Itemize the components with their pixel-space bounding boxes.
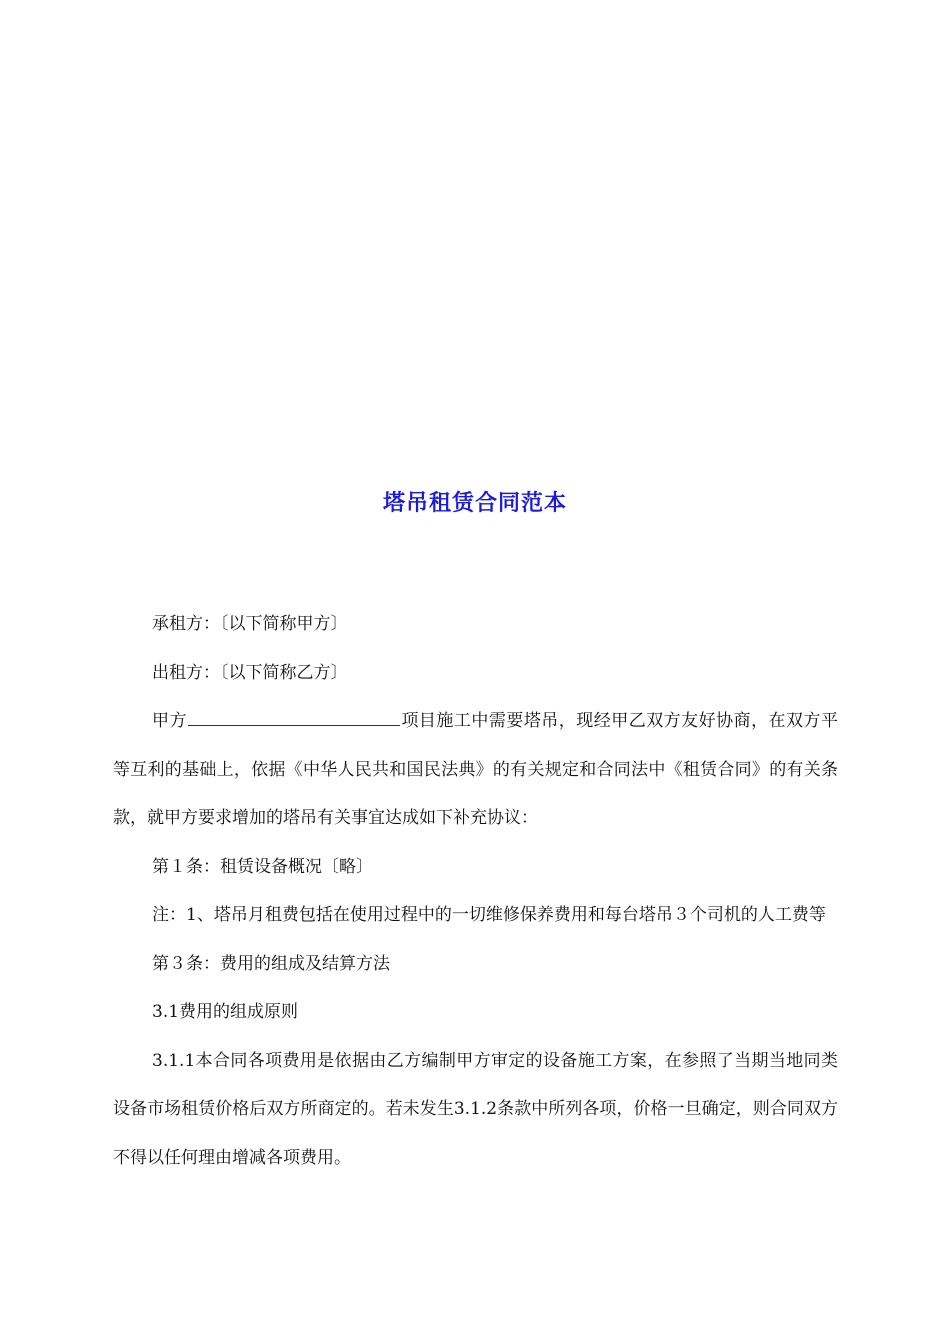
note-paragraph: 注：1、塔吊月租费包括在使用过程中的一切维修保养费用和每台塔吊３个司机的人工费等 xyxy=(152,905,826,925)
intro-party: 甲方 xyxy=(152,711,187,731)
intro-paragraph xyxy=(113,697,838,843)
lessor-line: 出租方：〔以下简称乙方〕 xyxy=(152,662,348,683)
section-3-1: 3.1费用的组成原则 xyxy=(152,1002,299,1022)
document-title: 塔吊租赁合同范本 xyxy=(382,490,567,516)
article-1: 第１条：租赁设备概况〔略〕 xyxy=(152,856,373,877)
section-3-1-1: 3.1.1本合同各项费用是依据由乙方编制甲方审定的设备施工方案，在参照了当期当地同类设备市场租赁价格后双方所商定的。若未发生3.1.2条款中所列各项，价格一旦确定，则合同双方不得以任何理由增减各项费用。 xyxy=(113,1050,838,1168)
lessee-line: 承租方：〔以下简称甲方〕 xyxy=(152,614,348,634)
document-body xyxy=(113,600,838,1182)
intro-rest: 项目施工中需要塔吊，现经甲乙双方友好协商，在双方平等互利的基础上，依据《中华人民共和国民法典》的有关规定和合同法中《租赁合同》的有关条款，就甲方要求增加的塔吊有关事宜达成如下补充协议： xyxy=(113,711,839,828)
article-3: 第３条：费用的组成及结算方法 xyxy=(152,953,390,974)
project-name-blank xyxy=(188,707,400,726)
